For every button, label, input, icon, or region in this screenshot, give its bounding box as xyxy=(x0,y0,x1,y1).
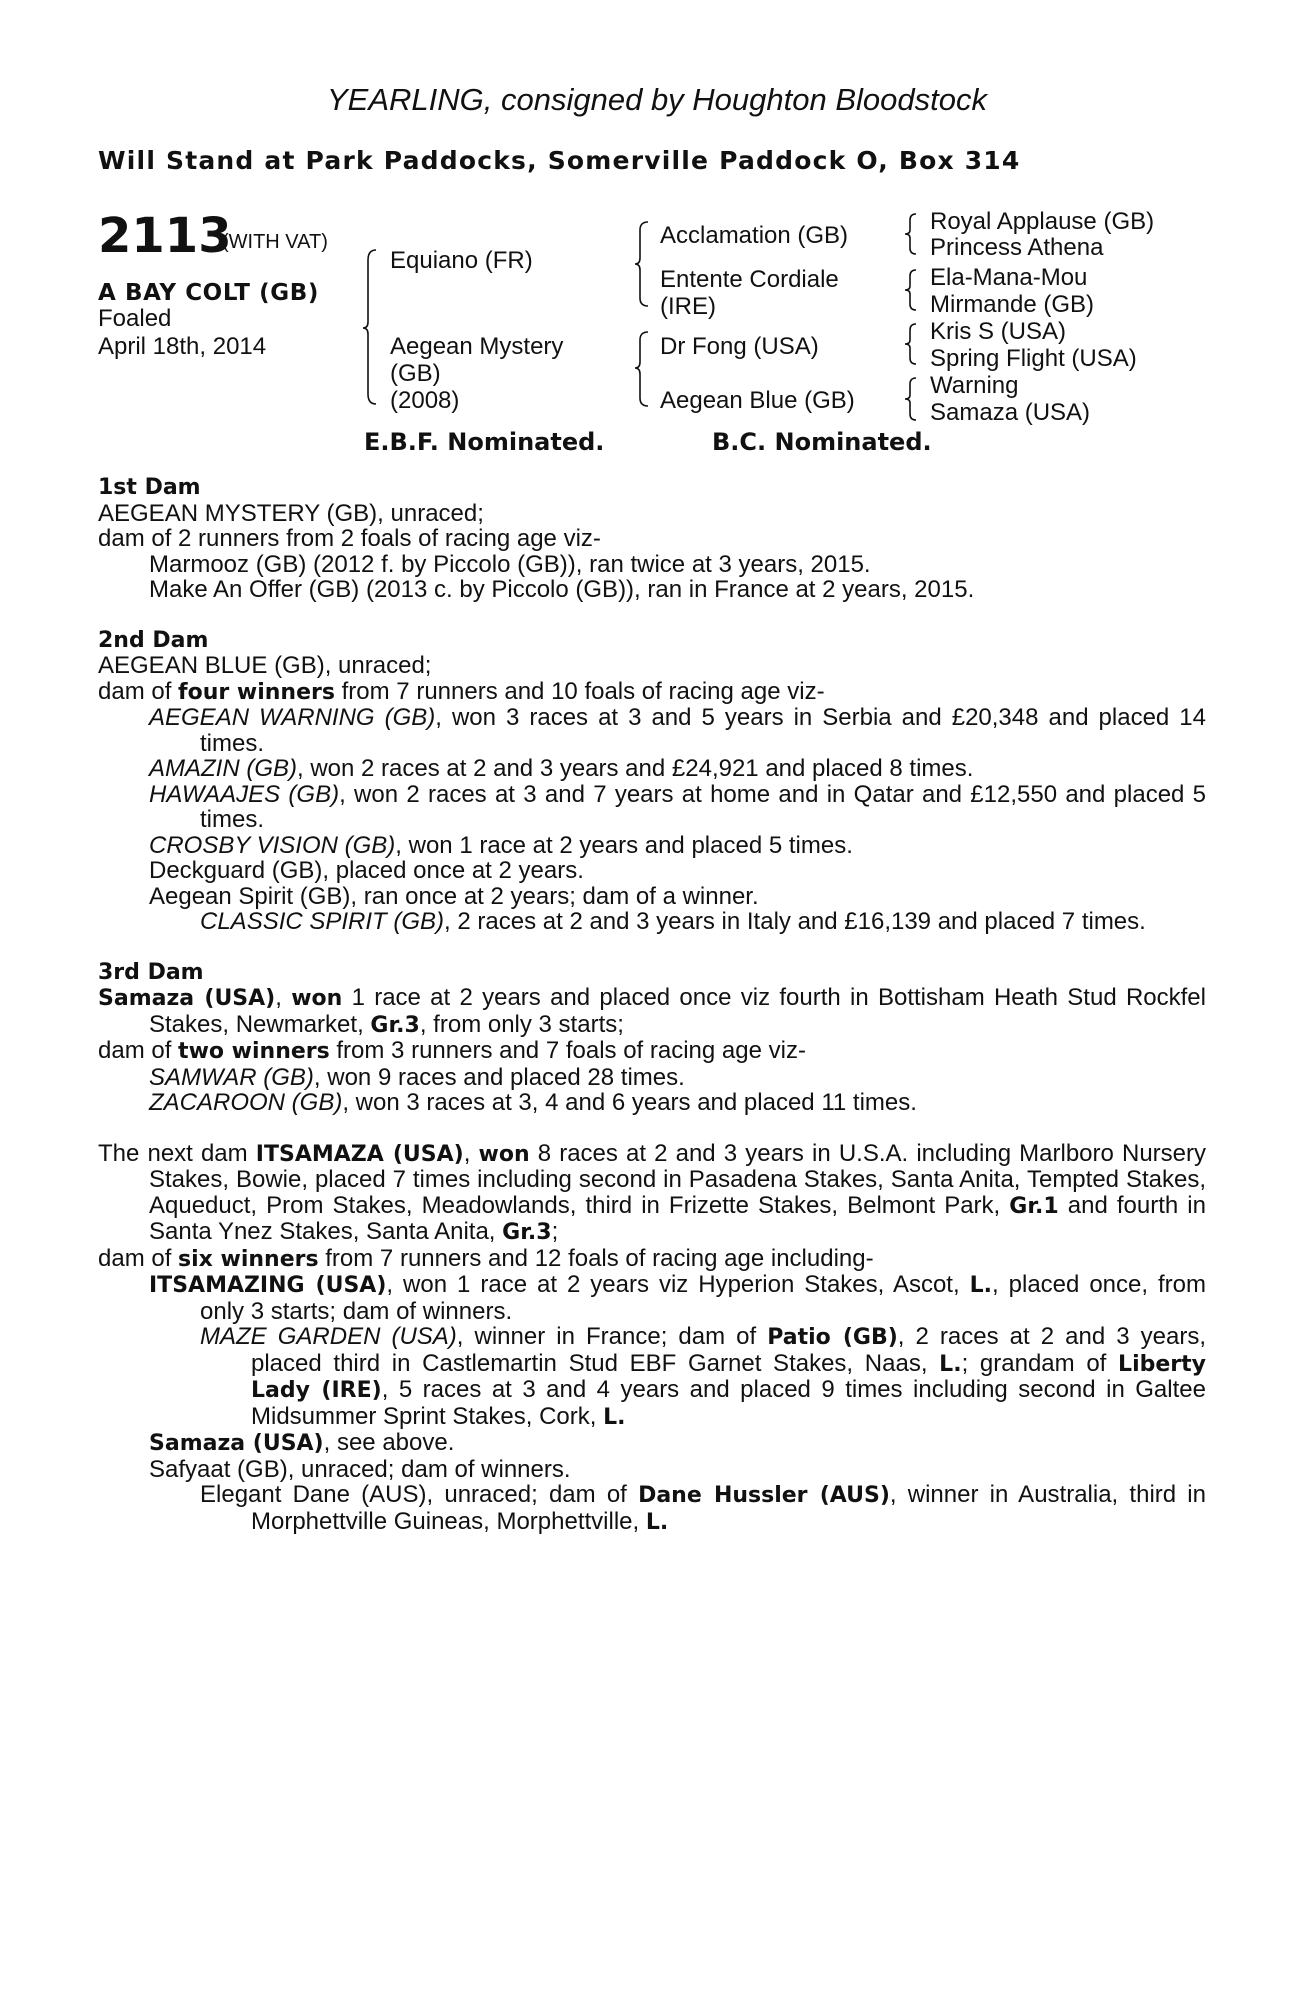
pedigree-g3-1: Royal Applause (GB) xyxy=(930,208,1155,235)
second-dam-record: dam of four winners from 7 runners and 10 foals of racing age viz- xyxy=(98,677,825,705)
next-dam-progeny-3: Safyaat (GB), unraced; dam of winners. xyxy=(149,1455,571,1483)
next-dam-grandprogeny-2: Elegant Dane (AUS), unraced; dam of Dane Hussler (AUS), winner in Australia, third in Morphettville Guineas, Morphettville, L. xyxy=(200,1481,1206,1535)
next-dam-record: dam of six winners from 7 runners and 12 foals of racing age including- xyxy=(98,1244,874,1272)
pedigree-g3-4: Mirmande (GB) xyxy=(930,291,1095,318)
pedigree-g3-3: Ela-Mana-Mou xyxy=(930,264,1088,291)
first-dam-record: dam of 2 runners from 2 foals of racing age viz- xyxy=(98,525,601,552)
second-dam-grandprogeny-1: CLASSIC SPIRIT (GB), 2 races at 2 and 3 years in Italy and £16,139 and placed 7 times. xyxy=(200,908,1146,935)
pedigree-g3-2: Princess Athena xyxy=(930,234,1104,261)
page-title: YEARLING, consigned by Houghton Bloodstock xyxy=(327,82,987,117)
next-dam-grandprogeny-1: MAZE GARDEN (USA), winner in France; dam of Patio (GB), 2 races at 2 and 3 years, placed third in Castlemartin Stud EBF Garnet Stakes, Naas, L.; grandam of Liberty Lady (IRE), 5 races at 3 and 4 years and placed 9 times including second in Galtee Midsummer Sprint Stakes, Cork, L. xyxy=(200,1323,1206,1430)
next-dam-progeny-2: Samaza (USA), see above. xyxy=(149,1429,455,1456)
first-dam-heading: 1st Dam xyxy=(98,475,201,500)
pedigree-bracket-sd xyxy=(904,268,920,312)
foaled-date: Foaled April 18th, 2014 xyxy=(98,305,267,360)
pedigree-g3-5: Kris S (USA) xyxy=(930,318,1067,345)
first-dam-progeny-1: Marmooz (GB) (2012 f. by Piccolo (GB)), ran twice at 3 years, 2015. xyxy=(149,550,871,578)
pedigree-dam: Aegean Mystery (GB) (2008) xyxy=(390,333,564,414)
second-dam-name: AEGEAN BLUE (GB), unraced; xyxy=(98,652,432,679)
pedigree-bracket-sire xyxy=(634,220,654,310)
first-dam-name: AEGEAN MYSTERY (GB), unraced; xyxy=(98,499,484,527)
third-dam-progeny-2: ZACAROON (GB), won 3 races at 3, 4 and 6 years and placed 11 times. xyxy=(149,1089,917,1116)
pedigree-bracket-dd xyxy=(904,376,920,422)
second-dam-progeny-2: AMAZIN (GB), won 2 races at 2 and 3 years and £24,921 and placed 8 times. xyxy=(149,755,974,782)
second-dam-progeny-4: CROSBY VISION (GB), won 1 race at 2 years and placed 5 times. xyxy=(149,831,853,859)
third-dam-name: Samaza (USA), won 1 race at 2 years and placed once viz fourth in Bottisham Heath Stud Rockfel Stakes, Newmarket, Gr.3, from only 3 starts; xyxy=(98,984,1206,1038)
next-dam-progeny-1: ITSAMAZING (USA), won 1 race at 2 years viz Hyperion Stakes, Ascot, L., placed once, from only 3 starts; dam of winners. xyxy=(149,1271,1207,1325)
pedigree-sire: Equiano (FR) xyxy=(390,247,533,274)
third-dam-heading: 3rd Dam xyxy=(98,959,204,985)
pedigree-bracket-dam xyxy=(634,330,654,410)
stand-location: Will Stand at Park Paddocks, Somerville Paddock O, Box 314 xyxy=(98,146,1021,175)
horse-description: A BAY COLT (GB) xyxy=(98,280,320,306)
ebf-nominated: E.B.F. Nominated. xyxy=(364,428,605,456)
third-dam-progeny-1: SAMWAR (GB), won 9 races and placed 28 times. xyxy=(149,1063,685,1091)
vat-note: (WITH VAT) xyxy=(222,231,328,253)
pedigree-dam-dam: Aegean Blue (GB) xyxy=(660,387,855,414)
pedigree-g3-6: Spring Flight (USA) xyxy=(930,345,1137,372)
third-dam-record: dam of two winners from 3 runners and 7 foals of racing age viz- xyxy=(98,1037,806,1064)
lot-number: 2113 xyxy=(98,208,232,264)
pedigree-bracket-ds xyxy=(904,322,920,366)
first-dam-progeny-2: Make An Offer (GB) (2013 c. by Piccolo (GB)), ran in France at 2 years, 2015. xyxy=(149,576,975,603)
bc-nominated: B.C. Nominated. xyxy=(712,428,932,456)
pedigree-bracket-ss xyxy=(904,212,920,256)
pedigree-sire-dam: Entente Cordiale (IRE) xyxy=(660,266,839,320)
pedigree-dam-sire: Dr Fong (USA) xyxy=(660,333,819,360)
pedigree-g3-8: Samaza (USA) xyxy=(930,399,1091,426)
second-dam-progeny-5: Deckguard (GB), placed once at 2 years. xyxy=(149,857,584,884)
second-dam-progeny-3: HAWAAJES (GB), won 2 races at 3 and 7 years at home and in Qatar and £12,550 and placed 5 times. xyxy=(149,780,1207,833)
second-dam-heading: 2nd Dam xyxy=(98,627,209,653)
pedigree-sire-sire: Acclamation (GB) xyxy=(660,222,849,249)
second-dam-progeny-6: Aegean Spirit (GB), ran once at 2 years; dam of a winner. xyxy=(149,882,759,910)
next-dam-name: The next dam ITSAMAZA (USA), won 8 races at 2 and 3 years in U.S.A. including Marlboro Nursery Stakes, Bowie, placed 7 times including second in Pasadena Stakes, Santa Anita, Tempted Stakes, Aqueduct, Prom Stakes, Meadowlands, third in Frizette Stakes, Belmont Park, Gr.1 and fourth in Santa Ynez Stakes, Santa Anita, Gr.3; xyxy=(98,1139,1207,1245)
pedigree-notes xyxy=(98,475,1206,1535)
pedigree-g3-7: Warning xyxy=(930,372,1019,399)
second-dam-progeny-1: AEGEAN WARNING (GB), won 3 races at 3 and 5 years in Serbia and £20,348 and placed 14 times. xyxy=(149,704,1206,757)
pedigree-bracket-main xyxy=(362,248,382,408)
